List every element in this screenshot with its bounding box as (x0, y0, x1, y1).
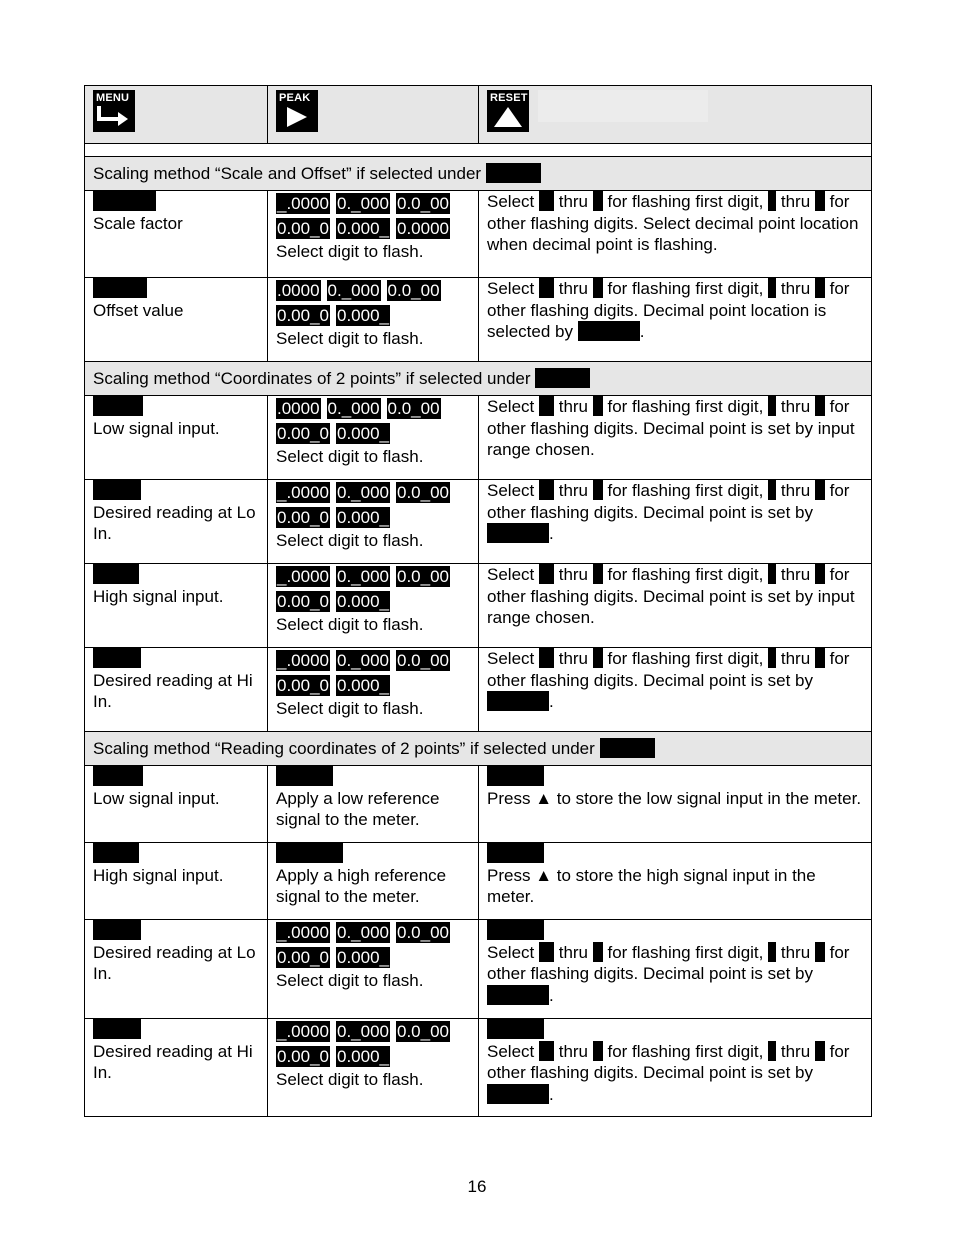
menu-key-cell (85, 86, 268, 144)
row-scale-factor: Scale factor _.0000 0._000 0.0_00 0.00_0 0.000_ 0.0000 Select digit to flash. Select thru for flashing first digit, thru for other flashing digits. Select decimal point location when decimal point is flashing. (85, 191, 872, 278)
row-read-desired-hi: Desired reading at Hi In. _.0000 0._000 0.0_00 0.00_0 0.000_ Select digit to flash. Select thru for flashing first digit, thru for other flashing digits. Decimal point is set by . (85, 1019, 872, 1117)
up-triangle-icon: ▲ (535, 865, 553, 885)
display-block (486, 163, 541, 183)
reset-key-icon (487, 90, 529, 132)
digit-display: _.0000 (277, 194, 329, 213)
digit-display: 0.000_ (337, 219, 389, 238)
digit-display: 0.0_00 (397, 194, 449, 213)
display-block (93, 191, 156, 211)
row-offset-value: Offset value .0000 0._000 0.0_00 0.00_0 0.000_ Select digit to flash. Select thru for flashing first digit, thru for other flashing digits. Decimal point location is selected by . (85, 278, 872, 362)
digit-display: 0._000 (337, 194, 389, 213)
menu-arrow-icon (96, 104, 132, 128)
menu-key-icon (93, 90, 135, 132)
digit-display: 0.00_0 (277, 219, 329, 238)
row-read-desired-lo: Desired reading at Lo In. _.0000 0._000 0.0_00 0.00_0 0.000_ Select digit to flash. Select thru for flashing first digit, thru for other flashing digits. Decimal point is set by . (85, 920, 872, 1019)
key-header-row (85, 86, 872, 144)
peak-key-label: PEAK (279, 92, 311, 104)
row-high-signal: High signal input. _.0000 0._000 0.0_00 0.00_0 0.000_ Select digit to flash. Select thru for flashing first digit, thru for other flashing digits. Decimal point is set by input range chosen. (85, 564, 872, 648)
reset-key-cell (479, 86, 872, 144)
row-read-low-signal: Low signal input. Apply a low reference signal to the meter. Press ▲ to store the low signal input in the meter. (85, 766, 872, 843)
programming-table (84, 85, 872, 1117)
section-title: Scaling method “Reading coordinates of 2 points” if selected under (93, 738, 595, 758)
section-coordinates (85, 362, 872, 396)
section-title: Scaling method “Scale and Offset” if selected under (93, 163, 482, 183)
instruction-text: Select digit to flash. (276, 242, 424, 261)
row-read-high-signal: High signal input. Apply a high reference signal to the meter. Press ▲ to store the high signal input in the meter. (85, 843, 872, 920)
header-fill (538, 90, 708, 122)
peak-key-icon (276, 90, 318, 132)
reset-key-label: RESET (490, 92, 528, 104)
spacer-row (85, 144, 872, 157)
menu-key-label: MENU (96, 92, 130, 104)
param-label: Offset value (93, 300, 184, 320)
digit-display: 0.0000 (397, 219, 449, 238)
section-scale-offset (85, 157, 872, 191)
up-arrow-icon (490, 104, 526, 128)
peak-key-cell (268, 86, 479, 144)
row-low-signal: Low signal input. .0000 0._000 0.0_00 0.00_0 0.000_ Select digit to flash. Select thru for flashing first digit, thru for other flashing digits. Decimal point is set by input range chosen. (85, 396, 872, 480)
right-arrow-icon (279, 104, 315, 128)
section-reading-coordinates (85, 732, 872, 766)
page-number: 16 (467, 1177, 487, 1196)
up-triangle-icon: ▲ (535, 788, 553, 808)
row-desired-lo: Desired reading at Lo In. _.0000 0._000 0.0_00 0.00_0 0.000_ Select digit to flash. Select thru for flashing first digit, thru for other flashing digits. Decimal point is set by . (85, 480, 872, 564)
section-title: Scaling method “Coordinates of 2 points” if selected under (93, 368, 531, 388)
param-label: Scale factor (93, 213, 183, 233)
row-desired-hi: Desired reading at Hi In. _.0000 0._000 0.0_00 0.00_0 0.000_ Select digit to flash. Select thru for flashing first digit, thru for other flashing digits. Decimal point is set by . (85, 648, 872, 732)
